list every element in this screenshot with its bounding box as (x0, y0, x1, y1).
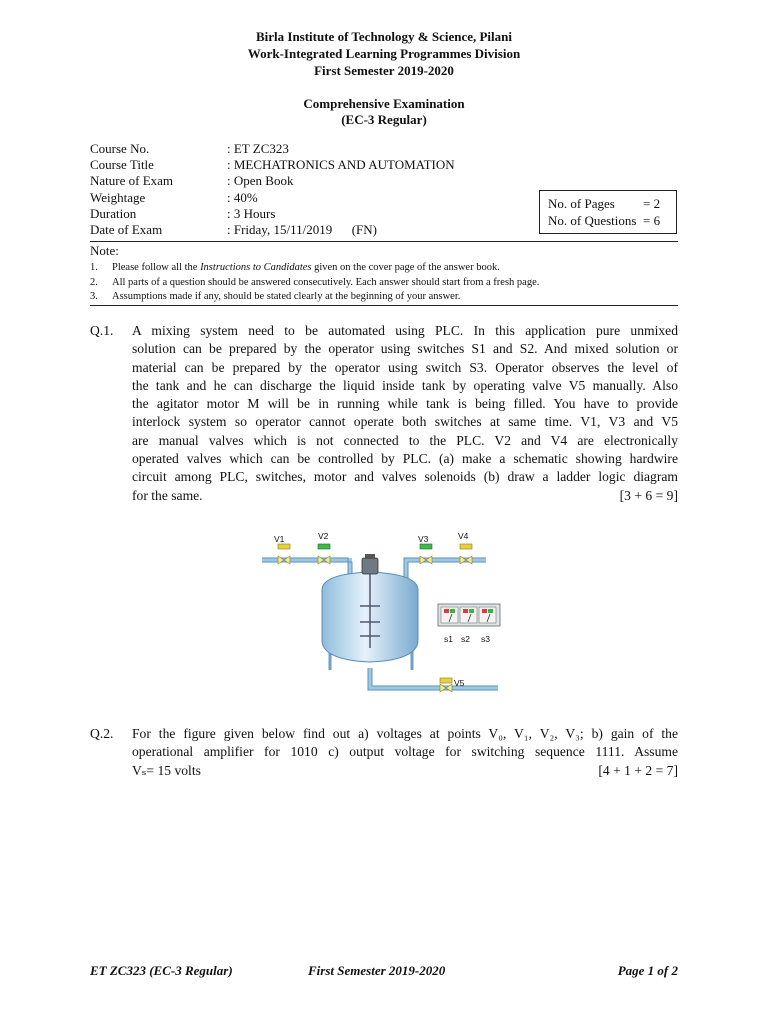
pages-value: = 2 (643, 196, 661, 211)
meta-duration: Duration : 3 Hours (90, 205, 276, 221)
question-text: A mixing system need to be automated using PLC. In this application pure unmixed solution can be prepared by the operator using switches S1 and S2. And mixed solution or material can be prepared by the operator using switch S3. Operator observes the level of the tank and he can discharge the liquid inside tank by operating valve V5 manually. Also the agitator motor M will be in running while tank is being filled. You have to provide interlock system so operator cannot operate both switches at same time. V1, V3 and V5 are manual valves which is not connected to the PLC. V2 and V4 are electronically operated valves which can be controlled by PLC. (a) make a schematic showing hardwire circuit among PLC, switches, motor and valves solenoids (b) draw a ladder logic diagram for the same. [3 + 6 = 9] (132, 322, 678, 505)
question-text: For the figure given below find out a) voltages at points V₀, V₁, V₂, V₃; b) gain of the operational amplifier for 1010 c) output voltage for switching sequence 1111. Assume Vₛ= 15 volts [4 + 1 + 2 = 7] (132, 725, 678, 780)
question-number: Q.1. (90, 323, 114, 338)
footer-page-number: Page 1 of 2 (617, 963, 678, 978)
valve-label-v4: V4 (458, 531, 469, 541)
switch-s1 (441, 607, 458, 623)
note-item: 3. Assumptions made if any, should be stated clearly at the beginning of your answer. (90, 291, 461, 303)
valve-label-v1: V1 (274, 534, 285, 544)
meta-date: Date of Exam : Friday, 15/11/2019 (FN) (90, 221, 377, 237)
institute-name: Birla Institute of Technology & Science, Pilani (255, 29, 513, 44)
meta-course-no: Course No. : ET ZC323 (90, 141, 289, 156)
divider-top (90, 241, 678, 242)
valve-label-v2: V2 (318, 531, 329, 541)
meta-nature: Nature of Exam : Open Book (90, 173, 294, 189)
inlet-pipe-right (406, 560, 486, 586)
questions-value: = 6 (643, 213, 661, 228)
note-list (90, 261, 539, 305)
note-item: 2. All parts of a question should be answered consecutively. Each answer should start from a fresh page. (90, 276, 540, 288)
note-title: Note: (90, 243, 119, 258)
outlet-pipe (370, 668, 498, 688)
meta-course-title: Course Title : MECHATRONICS AND AUTOMATION (90, 157, 455, 173)
switch-panel (438, 604, 500, 626)
footer-course: ET ZC323 (EC-3 Regular) (90, 963, 233, 978)
questions-label: No. of Questions (548, 213, 637, 228)
note-item: 1. Please follow all the Instructions to Candidates given on the cover page of the answer book. (90, 262, 500, 273)
footer-semester: First Semester 2019-2020 (308, 963, 446, 978)
switch-label-s2: s2 (461, 634, 470, 644)
switch-s3 (479, 607, 496, 623)
question-number: Q.2. (90, 726, 114, 741)
agitator-motor (362, 558, 378, 574)
exam-type: (EC-3 Regular) (341, 112, 427, 127)
marks: [4 + 1 + 2 = 7] (598, 762, 678, 778)
switch-label-s1: s1 (444, 634, 453, 644)
mixing-tank-figure (258, 528, 503, 700)
switch-s2 (460, 607, 477, 623)
exam-title: Comprehensive Examination (303, 96, 465, 111)
valve-label-v3: V3 (418, 534, 429, 544)
pages-label: No. of Pages (548, 196, 615, 211)
pages-info-box (539, 190, 677, 234)
valve-label-v5: V5 (454, 678, 465, 688)
division-name: Work-Integrated Learning Programmes Division (247, 46, 521, 61)
semester-title: First Semester 2019-2020 (314, 63, 454, 78)
switch-label-s3: s3 (481, 634, 490, 644)
exam-metadata (90, 141, 455, 238)
divider-bottom (90, 305, 678, 306)
marks: [3 + 6 = 9] (619, 487, 678, 503)
meta-weightage: Weightage : 40% (90, 189, 258, 205)
